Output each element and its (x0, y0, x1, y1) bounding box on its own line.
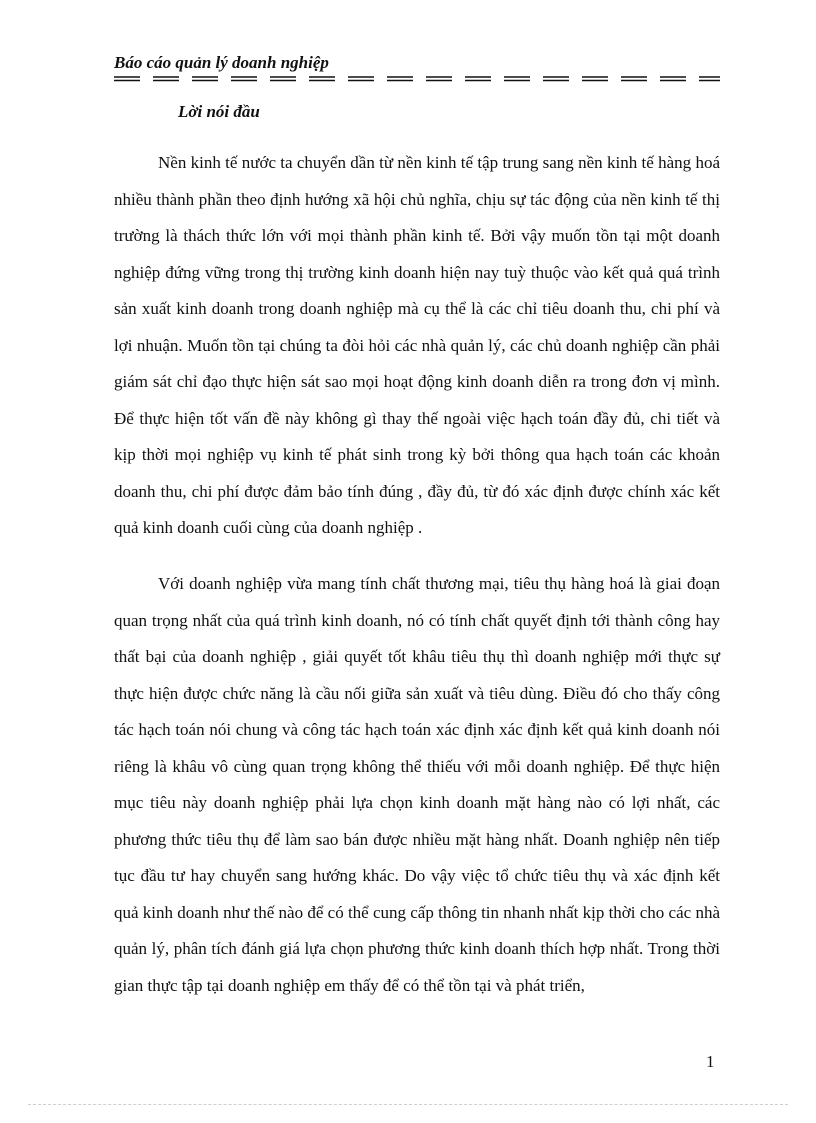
document-heading: Lời nói đầu (178, 102, 260, 121)
header-title: Báo cáo quản lý doanh nghiệp (114, 53, 329, 72)
page-number: 1 (706, 1052, 715, 1071)
page-header (114, 50, 720, 82)
header-rule (114, 76, 720, 82)
paragraph-2: Với doanh nghiệp vừa mang tính chất thương mại, tiêu thụ hàng hoá là giai đoạn quan trọng nhất của quá trình kinh doanh, nó có tính chất quyết định tới thành công hay thất bại của doanh nghiệp , giải quyết tốt khâu tiêu thụ thì doanh nghiệp mới thực sự thực hiện được chức năng là cầu nối giữa sản xuất và tiêu dùng. Điều đó cho thấy công tác hạch toán nói chung và công tác hạch toán xác định xác định kết quả kinh doanh nói riêng là khâu vô cùng quan trọng không thể thiếu với mỗi doanh nghiệp. Để thực hiện mục tiêu này doanh nghiệp phải lựa chọn kinh doanh mặt hàng nào có lợi nhất, các phương thức tiêu thụ để làm sao bán được nhiều mặt hàng nhất. Doanh nghiệp nên tiếp tục đầu tư hay chuyển sang hướng khác. Do vậy việc tổ chức tiêu thụ và xác định kết quả kinh doanh như thế nào để có thể cung cấp thông tin nhanh nhất kịp thời cho các nhà quản lý, phân tích đánh giá lựa chọn phương thức kinh doanh thích hợp nhất. Trong thời gian thực tập tại doanh nghiệp em thấy để có thể tồn tại và phát triển, (114, 574, 720, 995)
paragraph-1: Nền kinh tế nước ta chuyển dần từ nền kinh tế tập trung sang nền kinh tế hàng hoá nhiều thành phần theo định hướng xã hội chủ nghĩa, chịu sự tác động của nền kinh tế thị trường là thách thức lớn với mọi thành phần kinh tế. Bởi vậy muốn tồn tại một doanh nghiệp đứng vững trong thị trường kinh doanh hiện nay tuỳ thuộc vào kết quả quá trình sản xuất kinh doanh trong doanh nghiệp mà cụ thể là các chỉ tiêu doanh thu, chi phí và lợi nhuận. Muốn tồn tại chúng ta đòi hỏi các nhà quản lý, các chủ doanh nghiệp cần phải giám sát chỉ đạo thực hiện sát sao mọi hoạt động kinh doanh diễn ra trong đơn vị mình. Để thực hiện tốt vấn đề này không gì thay thế ngoài việc hạch toán đầy đủ, chi tiết và kịp thời mọi nghiệp vụ kinh tế phát sinh trong kỳ bởi thông qua hạch toán các khoản doanh thu, chi phí được đảm bảo tính đúng , đầy đủ, từ đó xác định được chính xác kết quả kinh doanh cuối cùng của doanh nghiệp . (114, 153, 720, 537)
page-bottom-divider (28, 1104, 788, 1105)
